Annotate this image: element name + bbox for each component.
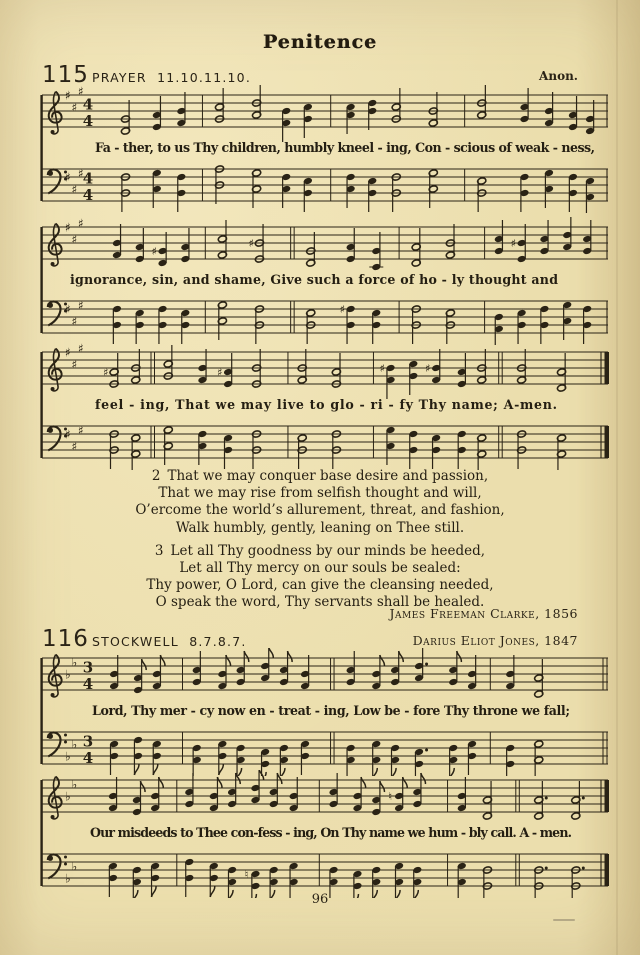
- flat-sign: ♭: [65, 749, 71, 764]
- music-system-116-1: [40, 648, 610, 776]
- music-system-115-2: [40, 217, 610, 345]
- svg-text:4: 4: [82, 675, 94, 693]
- music-system-115-3: [40, 342, 610, 470]
- svg-text:♯: ♯: [103, 366, 109, 379]
- svg-text:♯: ♯: [425, 362, 431, 375]
- verse-line: Thy power, O Lord, can give the cleansing needed,: [146, 577, 494, 594]
- time-signature: [83, 96, 93, 131]
- section-title: Penitence: [262, 31, 378, 53]
- svg-text:♮: ♮: [388, 790, 393, 803]
- hymn-tune-name: PRAYER 11.10.11.10.: [92, 70, 251, 85]
- lyrics-line: ignorance, sin, and shame, Give such a force of ho - ly thought and: [70, 272, 558, 287]
- eighth-flag: [288, 651, 293, 662]
- verse-line: O’ercome the world’s allurement, threat, and fashion,: [135, 502, 505, 519]
- composer-attribution: Darius Eliot Jones, 1847: [412, 633, 578, 648]
- sharp-sign: ♯: [65, 345, 71, 360]
- music-system-115-1: [40, 85, 610, 213]
- verse-line: That we may rise from selfish thought and will,: [158, 485, 482, 502]
- flat-sign: ♭: [71, 737, 78, 752]
- sharp-sign: ♯: [78, 166, 84, 181]
- sharp-sign: ♯: [71, 182, 78, 197]
- flat-sign: ♭: [65, 789, 71, 804]
- lyrics-line: feel - ing, That we may live to glo - ri - fy Thy name; A-men.: [95, 397, 557, 412]
- sharp-sign: ♯: [71, 439, 78, 454]
- lyrics-line: Fa - ther, to us Thy children, humbly kneel - ing, Con - scious of weak - ness,: [95, 140, 595, 155]
- svg-text:♯: ♯: [379, 362, 385, 375]
- svg-text:3: 3: [82, 732, 94, 751]
- verse-line: O speak the word, Thy servants shall be healed.: [155, 594, 485, 611]
- verse-line: 3 Let all Thy goodness by our minds be heeded,: [154, 542, 486, 559]
- svg-text:4: 4: [82, 749, 94, 767]
- eighth-flag: [236, 773, 241, 784]
- eighth-flag: [457, 651, 462, 662]
- svg-text:4: 4: [82, 169, 94, 188]
- page-number: 96: [311, 892, 329, 907]
- eighth-flag: [259, 770, 264, 780]
- svg-text:♯: ♯: [248, 237, 254, 250]
- treble-clef-icon: [49, 349, 62, 391]
- flat-sign: ♭: [71, 655, 78, 670]
- sharp-sign: ♯: [71, 100, 78, 115]
- svg-text:4: 4: [82, 186, 94, 204]
- lyrics-line: Our misdeeds to Thee con-fess - ing, On Thy name we hum - bly call. A - men.: [90, 825, 572, 840]
- svg-text:♮: ♮: [244, 868, 249, 881]
- treble-clef-icon: [49, 92, 62, 134]
- eighth-flag: [380, 655, 385, 666]
- music-system-116-2: [40, 770, 610, 898]
- verse-line: 2 That we may conquer base desire and passion,: [151, 468, 489, 484]
- sharp-sign: ♯: [65, 427, 71, 442]
- eighth-flag: [380, 781, 385, 792]
- eighth-flag: [142, 659, 147, 670]
- sharp-sign: ♯: [71, 314, 78, 329]
- sharp-sign: ♯: [65, 302, 71, 317]
- eighth-flag: [421, 773, 426, 784]
- svg-text:♯: ♯: [339, 303, 345, 316]
- svg-text:4: 4: [82, 95, 94, 114]
- sharp-sign: ♯: [78, 298, 84, 313]
- pencil-mark: [553, 919, 575, 921]
- author-attribution: James Freeman Clarke, 1856: [389, 606, 578, 621]
- svg-text:3: 3: [82, 658, 94, 677]
- flat-sign: ♭: [65, 667, 71, 682]
- hymn-number: 115: [42, 62, 89, 88]
- flat-sign: ♭: [65, 871, 71, 886]
- eighth-flag: [403, 777, 408, 788]
- hymn-number: 116: [42, 626, 89, 652]
- treble-clef-icon: [49, 777, 62, 819]
- eighth-flag: [361, 777, 366, 788]
- sharp-sign: ♯: [71, 232, 78, 247]
- sharp-sign: ♯: [78, 342, 84, 356]
- flat-sign: ♭: [71, 859, 78, 874]
- eighth-flag: [159, 777, 164, 788]
- eighth-flag: [244, 651, 249, 662]
- sharp-sign: ♯: [65, 170, 71, 185]
- treble-clef-icon: [49, 655, 62, 697]
- svg-text:♯: ♯: [510, 237, 516, 250]
- verse-line: Let all Thy mercy on our souls be sealed:: [179, 560, 461, 577]
- sharp-sign: ♯: [78, 217, 84, 231]
- time-signature: [83, 659, 93, 694]
- verses-block: [0, 468, 640, 612]
- treble-clef-icon: [49, 224, 62, 266]
- eighth-flag: [277, 773, 282, 784]
- flat-sign: ♭: [71, 777, 78, 792]
- lyrics-line: Lord, Thy mer - cy now en - treat - ing, Low be - fore Thy throne we fall;: [92, 703, 570, 718]
- sharp-sign: ♯: [78, 423, 84, 438]
- time-signature: [83, 170, 93, 205]
- eighth-flag: [399, 651, 404, 662]
- eighth-flag: [217, 777, 222, 788]
- svg-text:♯: ♯: [151, 245, 157, 258]
- eighth-flag: [226, 655, 231, 666]
- sharp-sign: ♯: [65, 220, 71, 235]
- sharp-sign: ♯: [71, 357, 78, 372]
- svg-text:♯: ♯: [217, 366, 223, 379]
- sharp-sign: ♯: [65, 88, 71, 103]
- eighth-flag: [160, 655, 165, 666]
- time-signature: [83, 733, 93, 768]
- hymn-tune-name: STOCKWELL 8.7.8.7.: [92, 634, 247, 649]
- sharp-sign: ♯: [78, 85, 84, 99]
- verse-line: Walk humbly, gently, leaning on Thee still.: [175, 519, 465, 536]
- eighth-flag: [269, 648, 274, 658]
- eighth-flag: [141, 781, 146, 792]
- hymn-credit: Anon.: [539, 69, 578, 83]
- svg-text:4: 4: [82, 112, 94, 130]
